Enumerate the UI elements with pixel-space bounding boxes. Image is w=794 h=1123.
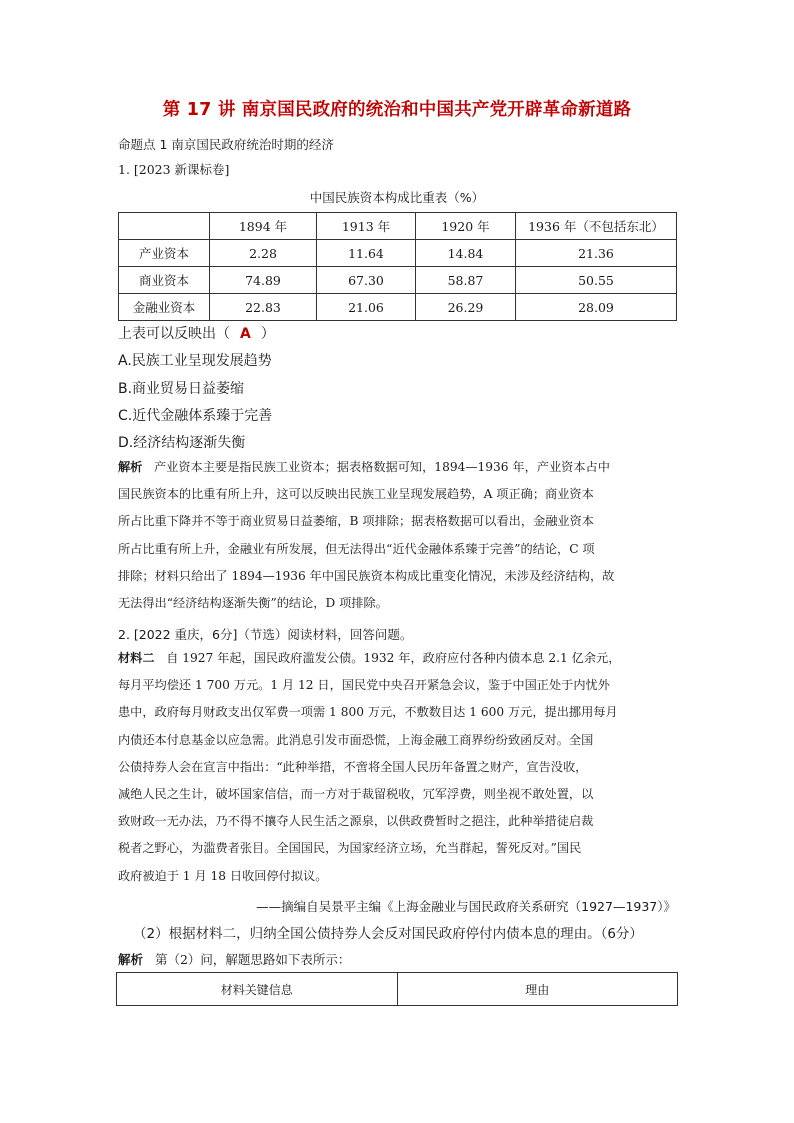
analysis-line: 排除；材料只给出了 1894—1936 年中国民族资本构成比重变化情况，未涉及经济结构，故 bbox=[118, 568, 615, 583]
material-source: ——摘编自吴景平主编《上海金融业与国民政府关系研究（1927—1937）》 bbox=[256, 899, 676, 914]
header-cell: 1894 年 bbox=[210, 213, 317, 240]
table-cell: 67.30 bbox=[317, 267, 416, 294]
capital-composition-table bbox=[118, 212, 677, 321]
solution-table bbox=[116, 972, 678, 1006]
analysis-text: 第（2）问，解题思路如下表所示： bbox=[154, 952, 351, 967]
material-line: 致财政一无办法，乃不得不攘夺人民生活之源泉，以供政费暂时之挹注，此种举措徒启裁 bbox=[118, 814, 594, 829]
table-cell: 50.55 bbox=[516, 267, 677, 294]
analysis-line: 国民族资本的比重有所上升，这可以反映出民族工业呈现发展趋势，A 项正确；商业资本 bbox=[118, 487, 594, 502]
material-line: 内债还本付息基金以应急需。此消息引发市面恐慌，上海金融工商界纷纷致函反对。全国 bbox=[118, 732, 594, 747]
table-cell: 21.06 bbox=[317, 294, 416, 321]
topic-heading: 命题点 1 南京国民政府统治时期的经济 bbox=[118, 137, 334, 152]
row-label: 商业资本 bbox=[119, 267, 210, 294]
option-d: D.经济结构逐渐失衡 bbox=[118, 435, 246, 451]
material-line: 税者之野心，为滥费者张目。全国国民，为国家经济立场，允当群起，誓死反对。”国民 bbox=[118, 841, 582, 856]
table-row bbox=[119, 294, 677, 321]
q2-analysis bbox=[118, 950, 350, 968]
material-line: 每月平均偿还 1 700 万元。1 月 12 日，国民党中央召开紧急会议，鉴于中国正处于内忧外 bbox=[118, 678, 610, 693]
q2-header: 2. [2022 重庆，6分]（节选）阅读材料，回答问题。 bbox=[118, 627, 413, 642]
table-row bbox=[119, 267, 677, 294]
header-cell: 1913 年 bbox=[317, 213, 416, 240]
table-header-row bbox=[117, 973, 678, 1006]
analysis-label: 解析 bbox=[118, 952, 144, 967]
row-label: 金融业资本 bbox=[119, 294, 210, 321]
table-row bbox=[119, 240, 677, 267]
header-cell: 材料关键信息 bbox=[117, 973, 398, 1006]
row-label: 产业资本 bbox=[119, 240, 210, 267]
stem-close: ） bbox=[260, 326, 275, 342]
header-cell bbox=[119, 213, 210, 240]
header-cell: 理由 bbox=[397, 973, 678, 1006]
analysis-line: 所占比重有所上升，金融业有所发展，但无法得出“近代金融体系臻于完善”的结论，C 项 bbox=[118, 541, 595, 556]
table-cell: 2.28 bbox=[210, 240, 317, 267]
material-line: 政府被迫于 1 月 18 日收回停付拟议。 bbox=[118, 868, 328, 883]
analysis-line: 所占比重下降并不等于商业贸易日益萎缩，B 项排除；据表格数据可以看出，金融业资本 bbox=[118, 514, 594, 529]
answer-letter: A bbox=[240, 326, 251, 342]
table-cell: 28.09 bbox=[516, 294, 677, 321]
sub-question: （2）根据材料二，归纳全国公债持券人会反对国民政府停付内债本息的理由。（6分） bbox=[133, 926, 643, 942]
material-two bbox=[118, 645, 676, 890]
q1-stem bbox=[118, 323, 275, 343]
option-c: C.近代金融体系臻于完善 bbox=[118, 408, 273, 424]
header-cell: 1920 年 bbox=[416, 213, 516, 240]
table-cell: 26.29 bbox=[416, 294, 516, 321]
material-label: 材料二 bbox=[118, 651, 155, 665]
header-cell: 1936 年（不包括东北） bbox=[516, 213, 677, 240]
stem-text: 上表可以反映出（ bbox=[118, 326, 230, 342]
material-line: 公债持券人会在宣言中指出：“此种举措，不啻将全国人民历年备置之财产，宣告没收， bbox=[118, 759, 588, 774]
option-b: B.商业贸易日益萎缩 bbox=[118, 381, 245, 397]
table-cell: 11.64 bbox=[317, 240, 416, 267]
material-line: 减绝人民之生计，破坏国家信信，而一方对于裁留税收，冗军浮费，则坐视不敢处置，以 bbox=[118, 787, 594, 802]
q1-analysis bbox=[118, 454, 676, 617]
table-header-row bbox=[119, 213, 677, 240]
table-cell: 22.83 bbox=[210, 294, 317, 321]
table-caption: 中国民族资本构成比重表（%） bbox=[309, 190, 485, 205]
table-cell: 21.36 bbox=[516, 240, 677, 267]
material-line: 患中，政府每月财政支出仅军费一项需 1 800 万元，不敷数目达 1 600 万元，提出挪用每月 bbox=[118, 705, 618, 720]
q1-source: 1. [2023 新课标卷] bbox=[118, 162, 230, 177]
table-cell: 74.89 bbox=[210, 267, 317, 294]
option-a: A.民族工业呈现发展趋势 bbox=[118, 353, 272, 369]
analysis-line: 产业资本主要是指民族工业资本；据表格数据可知，1894—1936 年，产业资本占中 bbox=[154, 460, 610, 474]
analysis-label: 解析 bbox=[118, 460, 143, 474]
analysis-line: 无法得出“经济结构逐渐失衡”的结论，D 项排除。 bbox=[118, 596, 388, 611]
table-cell: 58.87 bbox=[416, 267, 516, 294]
table-cell: 14.84 bbox=[416, 240, 516, 267]
lesson-title: 第 17 讲 南京国民政府的统治和中国共产党开辟革命新道路 bbox=[162, 100, 632, 120]
material-line: 自 1927 年起，国民政府滥发公债。1932 年，政府应付各种内债本息 2.1 亿余元， bbox=[166, 651, 621, 665]
